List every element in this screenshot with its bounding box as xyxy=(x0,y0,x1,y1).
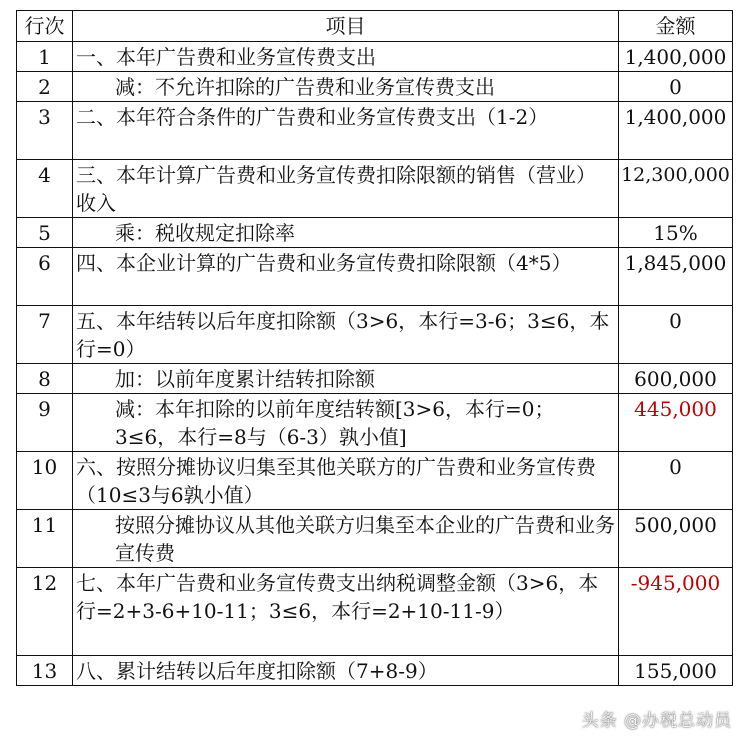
ad-expense-table xyxy=(16,10,733,686)
row-item: 七、本年广告费和业务宣传费支出纳税调整金额（3>6，本行=2+3-6+10-11；3≤6，本行=2+10-11-9） xyxy=(73,568,619,656)
row-line: 13 xyxy=(17,656,73,686)
row-amount: 12,300,000 xyxy=(619,160,733,218)
table-row xyxy=(17,72,733,102)
row-item: 减：不允许扣除的广告费和业务宣传费支出 xyxy=(73,72,619,102)
table-row xyxy=(17,42,733,72)
row-item: 按照分摊协议从其他关联方归集至本企业的广告费和业务宣传费 xyxy=(73,510,619,568)
row-line: 9 xyxy=(17,394,73,452)
row-line: 12 xyxy=(17,568,73,656)
row-line: 3 xyxy=(17,102,73,160)
row-line: 10 xyxy=(17,452,73,510)
row-line: 6 xyxy=(17,248,73,306)
row-item: 加：以前年度累计结转扣除额 xyxy=(73,364,619,394)
row-amount: 15% xyxy=(619,218,733,248)
row-item: 八、累计结转以后年度扣除额（7+8-9） xyxy=(73,656,619,686)
tax-adjustment-sheet xyxy=(16,10,732,686)
row-item: 减：本年扣除的以前年度结转额[3>6，本行=0；3≤6，本行=8与（6-3）孰小值] xyxy=(73,394,619,452)
table-row xyxy=(17,218,733,248)
row-amount: -945,000 xyxy=(619,568,733,656)
row-line: 1 xyxy=(17,42,73,72)
row-line: 7 xyxy=(17,306,73,364)
table-row xyxy=(17,364,733,394)
row-amount: 1,400,000 xyxy=(619,42,733,72)
row-item: 四、本企业计算的广告费和业务宣传费扣除限额（4*5） xyxy=(73,248,619,306)
row-line: 8 xyxy=(17,364,73,394)
header-line: 行次 xyxy=(17,11,73,42)
row-amount: 0 xyxy=(619,452,733,510)
row-item: 六、按照分摊协议归集至其他关联方的广告费和业务宣传费（10≤3与6孰小值） xyxy=(73,452,619,510)
row-line: 11 xyxy=(17,510,73,568)
table-row xyxy=(17,306,733,364)
table-row xyxy=(17,568,733,656)
table-row xyxy=(17,510,733,568)
row-amount: 445,000 xyxy=(619,394,733,452)
table-row xyxy=(17,248,733,306)
row-amount: 155,000 xyxy=(619,656,733,686)
table-row xyxy=(17,102,733,160)
row-amount: 0 xyxy=(619,72,733,102)
table-row xyxy=(17,452,733,510)
header-item: 项目 xyxy=(73,11,619,42)
row-amount: 600,000 xyxy=(619,364,733,394)
row-item: 二、本年符合条件的广告费和业务宣传费支出（1-2） xyxy=(73,102,619,160)
table-row xyxy=(17,394,733,452)
header-row xyxy=(17,11,733,42)
row-amount: 1,400,000 xyxy=(619,102,733,160)
row-item: 乘：税收规定扣除率 xyxy=(73,218,619,248)
row-line: 4 xyxy=(17,160,73,218)
row-amount: 0 xyxy=(619,306,733,364)
row-line: 2 xyxy=(17,72,73,102)
row-amount: 1,845,000 xyxy=(619,248,733,306)
row-item: 一、本年广告费和业务宣传费支出 xyxy=(73,42,619,72)
row-item: 五、本年结转以后年度扣除额（3>6，本行=3-6；3≤6，本行=0） xyxy=(73,306,619,364)
table-row xyxy=(17,656,733,686)
table-row xyxy=(17,160,733,218)
row-amount: 500,000 xyxy=(619,510,733,568)
row-item: 三、本年计算广告费和业务宣传费扣除限额的销售（营业）收入 xyxy=(73,160,619,218)
row-line: 5 xyxy=(17,218,73,248)
watermark-label: 头条 @办税总动员 xyxy=(581,711,732,731)
header-amount: 金额 xyxy=(619,11,733,42)
